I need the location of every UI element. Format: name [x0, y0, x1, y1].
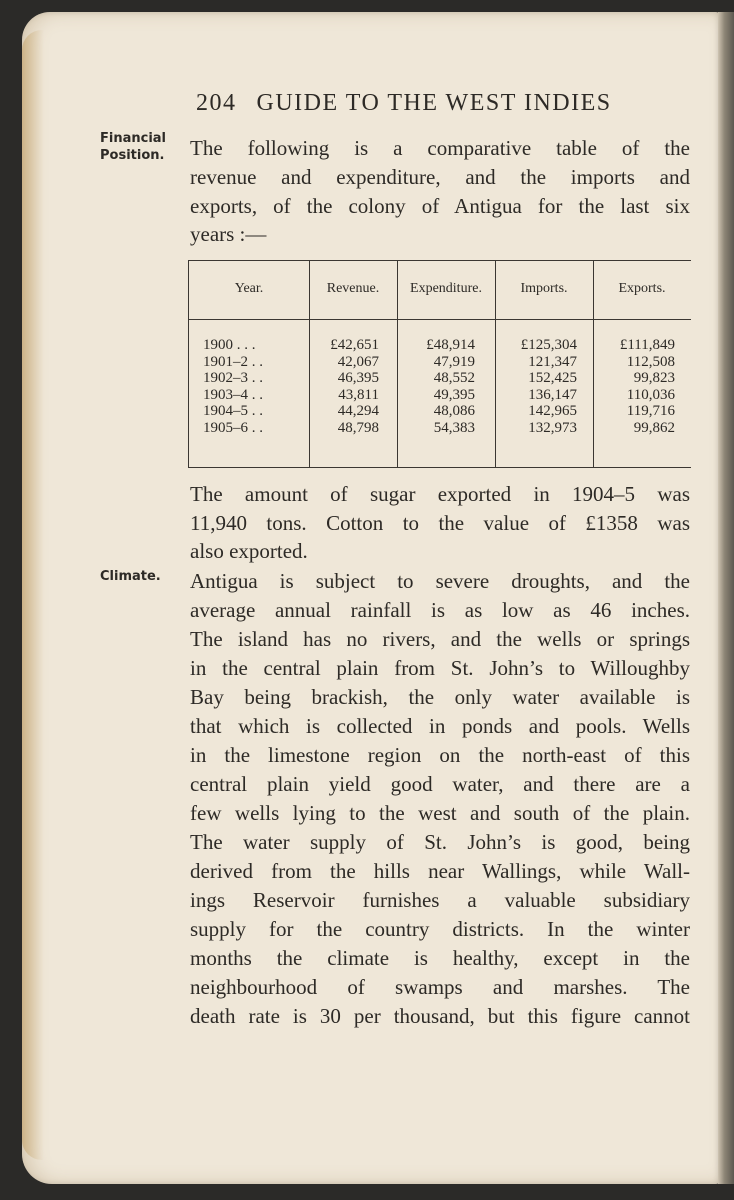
header-expenditure: Expenditure.	[410, 281, 482, 296]
expenditure-column	[397, 337, 475, 436]
climate-line: supply for the country districts. In the winter	[190, 917, 690, 941]
table-cell: 1900 . . .	[203, 337, 256, 353]
page-number: 204	[196, 90, 237, 116]
page-edge-stain	[22, 30, 44, 1160]
table-cell: £48,914	[426, 337, 475, 353]
running-head	[196, 90, 666, 117]
climate-line: Antigua is subject to severe droughts, and the	[190, 569, 690, 593]
table-cell: 1901–2 . .	[203, 353, 263, 370]
table-cell: 99,862	[633, 419, 675, 436]
climate-line: The water supply of St. John’s is good, being	[190, 830, 690, 854]
table-cell: 47,919	[433, 353, 475, 370]
climate-line: in the central plain from St. John’s to Willoughby	[190, 656, 690, 680]
table-cell: £42,651	[330, 337, 379, 353]
table-cell: 152,425	[528, 370, 577, 386]
table-cell: 43,811	[338, 386, 379, 403]
table-cell: 112,508	[626, 353, 675, 370]
margin-note-financial: Financial Position.	[100, 131, 167, 163]
table-cell: 46,395	[337, 370, 379, 386]
table-cell: 1904–5 . .	[203, 403, 263, 419]
table-cell: 1905–6 . .	[203, 419, 263, 436]
header-exports: Exports.	[618, 281, 666, 296]
sugar-line: 11,940 tons. Cotton to the value of £1358 was	[190, 511, 690, 535]
exports-column	[593, 337, 675, 436]
running-title: GUIDE TO THE WEST INDIES	[256, 90, 612, 116]
table-cell: 132,973	[528, 419, 577, 436]
intro-line: revenue and expenditure, and the imports and	[190, 165, 690, 189]
climate-line: derived from the hills near Wallings, while Wall-	[190, 859, 690, 883]
header-revenue: Revenue.	[326, 281, 380, 296]
table-cell: 54,383	[433, 419, 475, 436]
climate-line: ings Reservoir furnishes a valuable subsidiary	[190, 888, 690, 912]
climate-line: few wells lying to the west and south of the plain.	[190, 801, 690, 825]
climate-line: months the climate is healthy, except in the	[190, 946, 690, 970]
table-cell: 44,294	[337, 403, 379, 419]
header-rule	[189, 319, 691, 320]
climate-line: The island has no rivers, and the wells or springs	[190, 627, 690, 651]
sugar-line: also exported.	[190, 539, 308, 563]
table-cell: £111,849	[619, 337, 675, 353]
sugar-line: The amount of sugar exported in 1904–5 was	[190, 482, 690, 506]
climate-line: central plain yield good water, and there are a	[190, 772, 690, 796]
climate-line: death rate is 30 per thousand, but this figure cannot	[190, 1004, 690, 1028]
table-cell: 142,965	[528, 403, 577, 419]
finance-table	[188, 260, 691, 468]
table-cell: 110,036	[626, 386, 675, 403]
climate-line: average annual rainfall is as low as 46 inches.	[190, 598, 690, 622]
table-cell: 49,395	[433, 386, 475, 403]
climate-line: in the limestone region on the north-east of this	[190, 743, 690, 767]
margin-note-climate: Climate.	[100, 569, 161, 584]
book-spine-edge	[718, 12, 734, 1184]
table-cell: 42,067	[337, 353, 379, 370]
imports-column	[495, 337, 577, 436]
header-year: Year.	[234, 281, 264, 296]
table-cell: 99,823	[633, 370, 675, 386]
revenue-column	[309, 337, 379, 436]
climate-line: that which is collected in ponds and pools. Wells	[190, 714, 690, 738]
climate-line: neighbourhood of swamps and marshes. The	[190, 975, 690, 999]
table-cell: 119,716	[626, 403, 675, 419]
table-cell: 121,347	[528, 353, 577, 370]
table-cell: 136,147	[528, 386, 577, 403]
table-cell: 48,798	[337, 419, 379, 436]
year-column	[203, 337, 309, 436]
intro-line: exports, of the colony of Antigua for the last six	[190, 194, 690, 218]
table-cell: 48,086	[433, 403, 475, 419]
table-cell: 1903–4 . .	[203, 386, 263, 403]
climate-line: Bay being brackish, the only water available is	[190, 685, 690, 709]
intro-line: years :—	[190, 222, 267, 246]
table-cell: 48,552	[433, 370, 475, 386]
table-cell: 1902–3 . .	[203, 370, 263, 386]
intro-line: The following is a comparative table of the	[190, 136, 690, 160]
header-imports: Imports.	[520, 281, 568, 296]
table-cell: £125,304	[520, 337, 577, 353]
